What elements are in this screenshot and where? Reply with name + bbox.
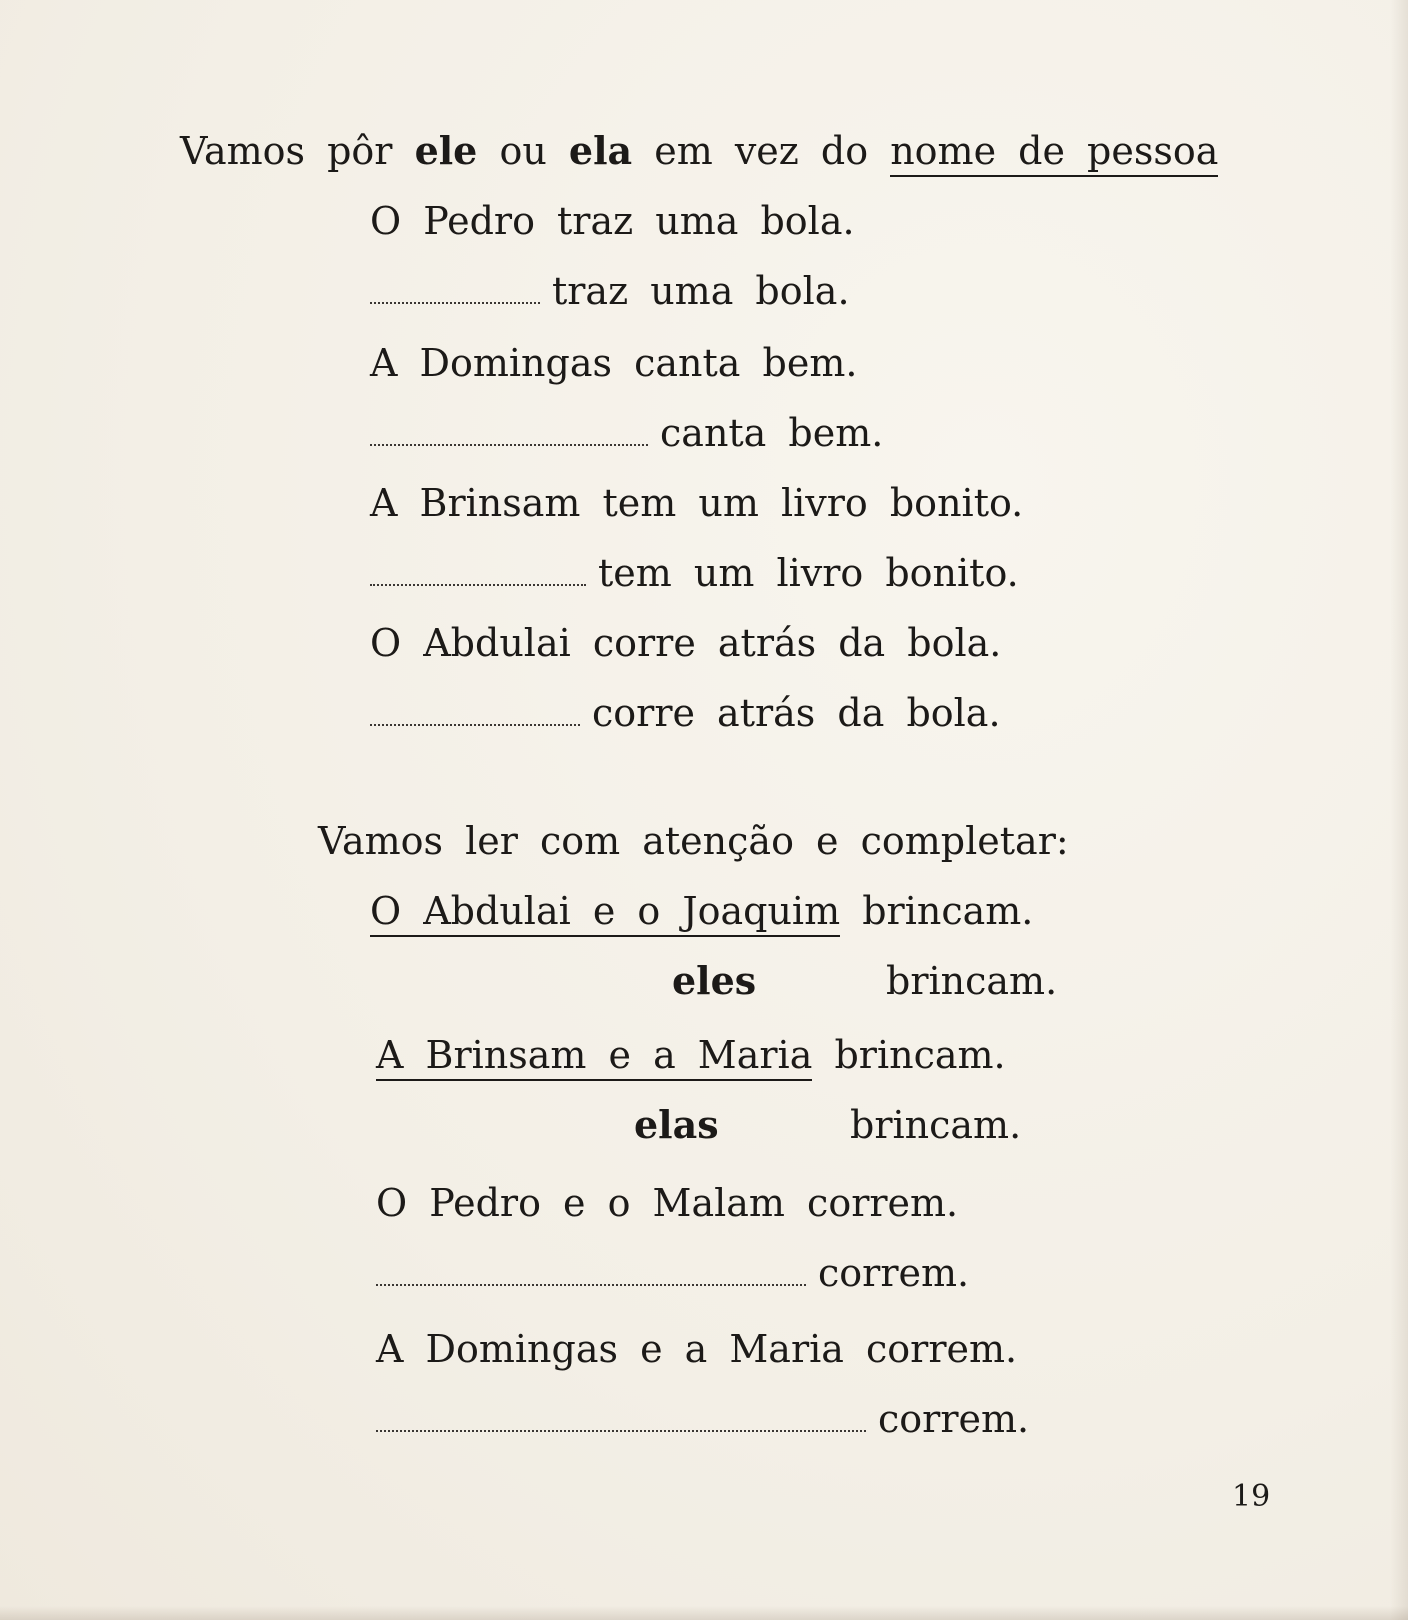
page-edge-shadow (1390, 0, 1408, 1620)
underlined-phrase: nome de pessoa (890, 129, 1218, 177)
blank-line[interactable] (370, 302, 540, 304)
completion-text: correm. (818, 1251, 970, 1295)
exercise-2 (370, 410, 883, 456)
instruction-text: ou (499, 129, 547, 173)
example-2-verb: brincam. (850, 1103, 1022, 1147)
page-number: 19 (1232, 1479, 1271, 1514)
sentence-4: O Abdulai corre atrás da bola. (370, 621, 1002, 665)
example-1-verb: brincam. (886, 959, 1058, 1003)
example-1-sentence (370, 888, 1033, 934)
completion-text: corre atrás da bola. (592, 691, 1001, 735)
instruction-heading-1 (180, 128, 1218, 174)
underlined-subject: A Brinsam e a Maria (376, 1033, 812, 1081)
exercise-4 (370, 690, 1001, 736)
blank-line[interactable] (376, 1284, 806, 1286)
exercise-5-sentence: O Pedro e o Malam correm. (376, 1181, 959, 1225)
instruction-heading-2: Vamos ler com atenção e completar: (318, 819, 1069, 863)
pronoun-ele: ele (414, 128, 478, 173)
example-1-pronoun: eles (672, 958, 757, 1003)
example-2-pronoun: elas (634, 1102, 719, 1147)
verb-text: brincam. (834, 1033, 1006, 1077)
completion-text: correm. (878, 1397, 1030, 1441)
completion-text: canta bem. (660, 411, 884, 455)
exercise-6 (376, 1396, 1029, 1442)
instruction-text: em vez do (654, 129, 869, 173)
blank-line[interactable] (370, 584, 586, 586)
exercise-5 (376, 1250, 969, 1296)
completion-text: tem um livro bonito. (598, 551, 1019, 595)
example-2-sentence (376, 1032, 1006, 1078)
sentence-2: A Domingas canta bem. (370, 341, 858, 385)
exercise-6-sentence: A Domingas e a Maria correm. (376, 1327, 1018, 1371)
completion-text: traz uma bola. (552, 269, 850, 313)
pronoun-ela: ela (568, 128, 633, 173)
exercise-1 (370, 268, 850, 314)
instruction-text: Vamos pôr (180, 129, 393, 173)
verb-text: brincam. (862, 889, 1034, 933)
blank-line[interactable] (370, 724, 580, 726)
sentence-3: A Brinsam tem um livro bonito. (370, 481, 1024, 525)
exercise-3 (370, 550, 1019, 596)
underlined-subject: O Abdulai e o Joaquim (370, 889, 840, 937)
page-bottom-shadow (0, 1606, 1408, 1620)
sentence-1: O Pedro traz uma bola. (370, 199, 855, 243)
blank-line[interactable] (370, 444, 648, 446)
blank-line[interactable] (376, 1430, 866, 1432)
